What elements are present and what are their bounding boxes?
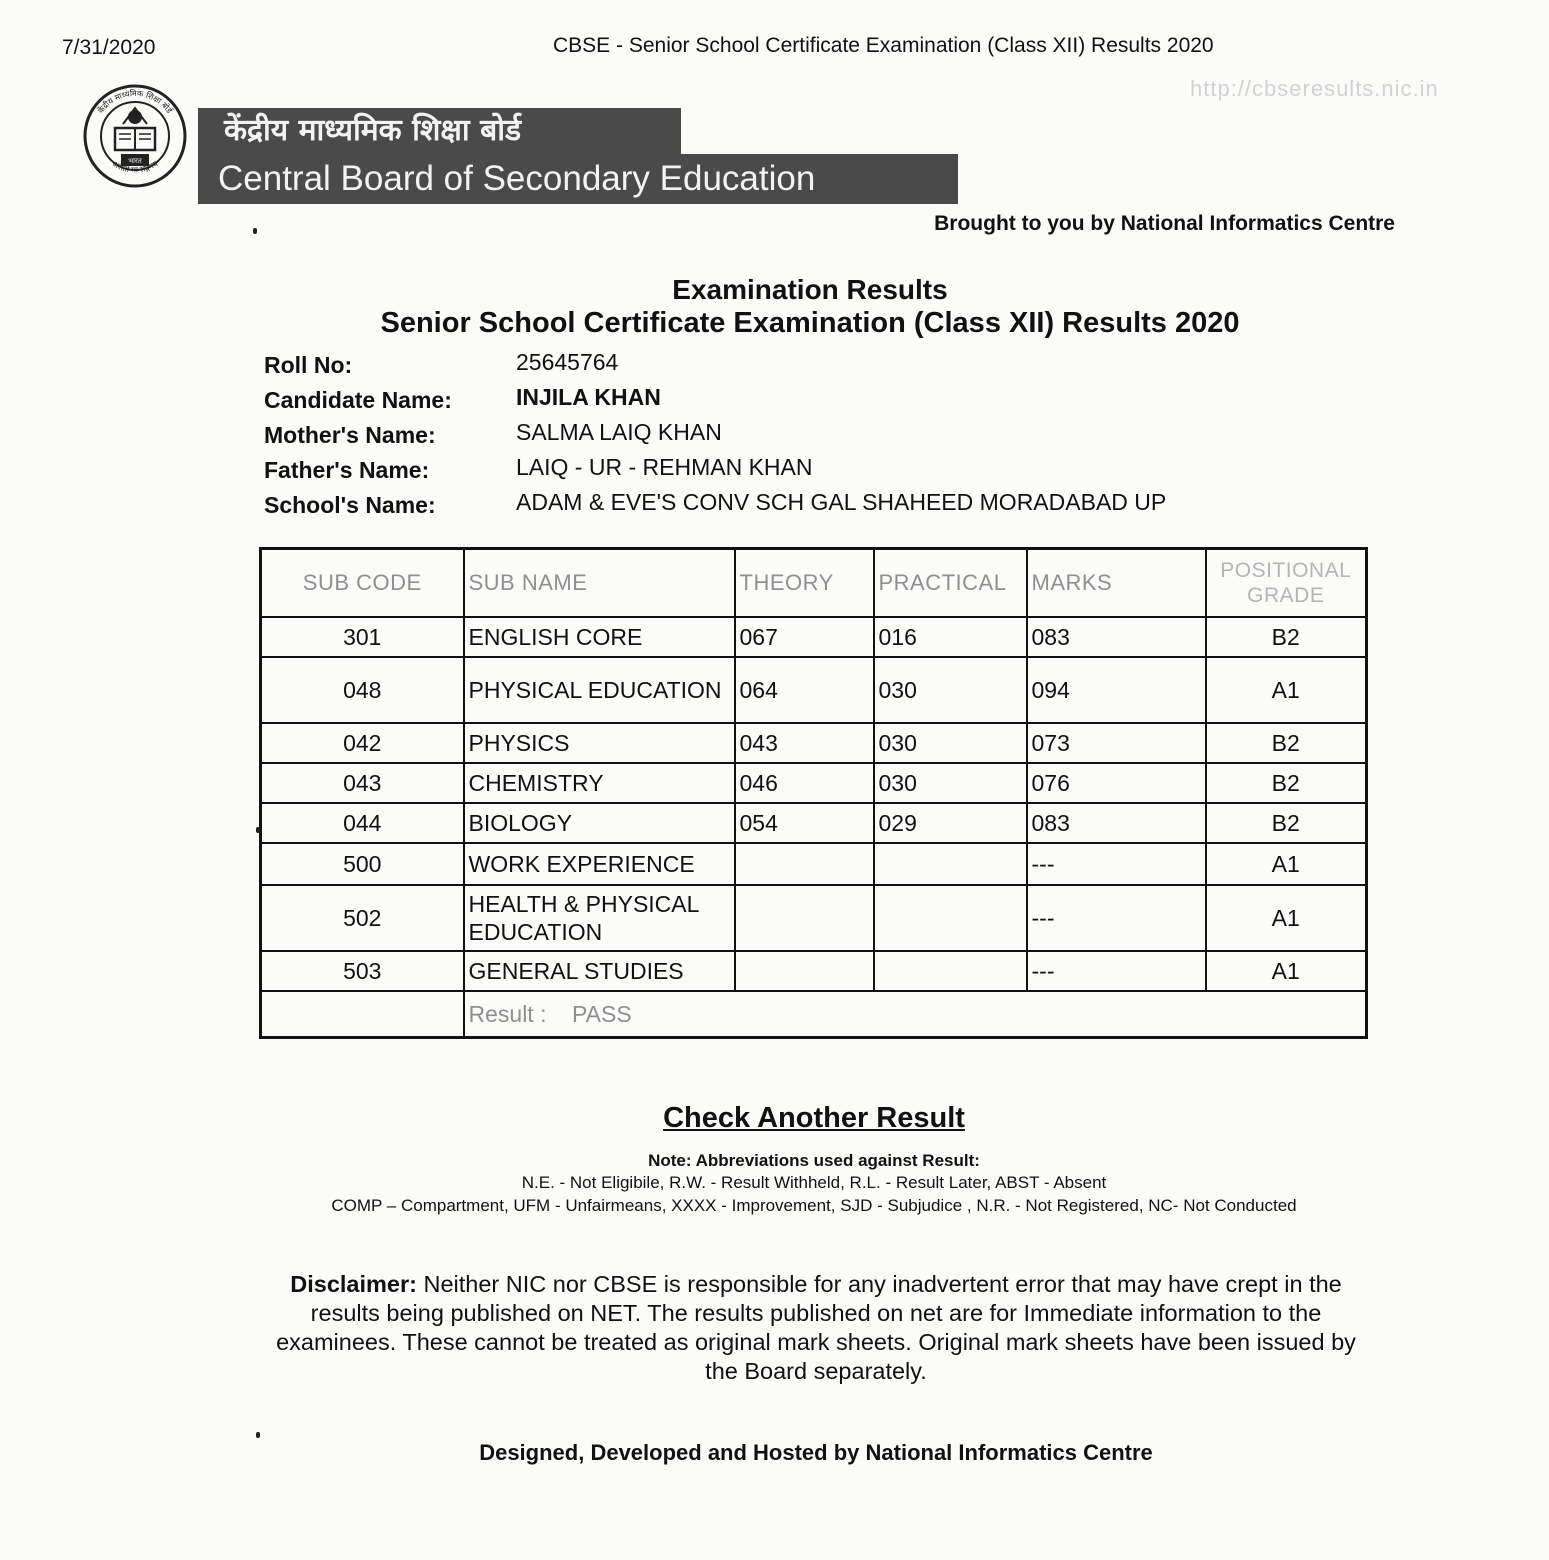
table-row	[261, 803, 1367, 843]
sub-code-cell: 048	[261, 657, 464, 723]
grade-cell: B2	[1206, 723, 1367, 763]
grade-cell: B2	[1206, 803, 1367, 843]
table-row	[261, 951, 1367, 991]
sub-code-cell: 043	[261, 763, 464, 803]
emblem-mid-text: भारत	[128, 157, 142, 165]
sub-code-cell: 502	[261, 885, 464, 951]
header-positional-grade: POSITIONAL GRADE	[1206, 549, 1367, 618]
disclaimer-label: Disclaimer:	[290, 1271, 417, 1297]
theory-cell: 067	[735, 617, 874, 657]
header-marks: MARKS	[1027, 549, 1206, 618]
note-line-1: N.E. - Not Eligibile, R.W. - Result Withheld, R.L. - Result Later, ABST - Absent	[521, 1173, 1107, 1192]
table-header-row	[261, 549, 1367, 618]
grade-cell: B2	[1206, 617, 1367, 657]
sub-name-cell: WORK EXPERIENCE	[464, 843, 735, 885]
note-title: Note: Abbreviations used against Result:	[648, 1151, 980, 1170]
sub-name-cell: CHEMISTRY	[464, 763, 735, 803]
emblem-bottom-text: असतो मा सद्गमय	[110, 159, 160, 175]
roll-label: Roll No:	[264, 352, 353, 378]
grade-cell: A1	[1206, 885, 1367, 951]
candidate-name-label: Candidate Name:	[264, 387, 452, 413]
theory-cell: 046	[735, 763, 874, 803]
sub-name-cell: PHYSICS	[464, 723, 735, 763]
sub-code-cell: 301	[261, 617, 464, 657]
marks-cell: ---	[1027, 885, 1206, 951]
scan-speck	[256, 827, 260, 833]
result-empty-cell	[261, 991, 464, 1038]
ssce-heading: Senior School Certificate Examination (Class XII) Results 2020	[380, 307, 1240, 339]
grade-cell: A1	[1206, 657, 1367, 723]
father-name-label: Father's Name:	[264, 457, 430, 483]
grade-cell: A1	[1206, 843, 1367, 885]
table-row	[261, 657, 1367, 723]
disclaimer-text: Neither NIC nor CBSE is responsible for any inadvertent error that may have crept in the results being published on NET. The results published on net are for Immediate information to the examinees. These cannot be treated as original mark sheets. Original mark sheets have been issued by the Board separately.	[276, 1271, 1356, 1384]
result-label: Result :	[468, 1001, 547, 1027]
header-practical: PRACTICAL	[874, 549, 1027, 618]
practical-cell: 016	[874, 617, 1027, 657]
sub-code-cell: 503	[261, 951, 464, 991]
banner-english-title: Central Board of Secondary Education	[198, 154, 958, 204]
note-line-2: COMP – Compartment, UFM - Unfairmeans, XXXX - Improvement, SJD - Subjudice , N.R. - Not Registered, NC- Not Conducted	[331, 1196, 1297, 1215]
grade-cell: B2	[1206, 763, 1367, 803]
table-row	[261, 617, 1367, 657]
exam-results-heading: Examination Results	[672, 274, 948, 305]
cbse-banner	[198, 108, 958, 204]
mother-name-value: SALMA LAIQ KHAN	[516, 419, 722, 445]
sub-name-cell: HEALTH & PHYSICAL EDUCATION	[464, 885, 735, 951]
scan-speck	[253, 228, 257, 234]
sub-name-cell: ENGLISH CORE	[464, 617, 735, 657]
emblem-top-text: केंद्रीय माध्यमिक शिक्षा बोर्ड	[96, 88, 174, 116]
sub-name-cell: BIOLOGY	[464, 803, 735, 843]
check-another-result-link[interactable]: Check Another Result	[663, 1102, 965, 1134]
banner-hindi-title: केंद्रीय माध्यमिक शिक्षा बोर्ड	[198, 108, 681, 154]
theory-cell: 043	[735, 723, 874, 763]
mother-name-label: Mother's Name:	[264, 422, 436, 448]
marks-cell: ---	[1027, 843, 1206, 885]
grade-cell: A1	[1206, 951, 1367, 991]
theory-cell: 054	[735, 803, 874, 843]
disclaimer	[272, 1270, 1360, 1386]
table-row	[261, 843, 1367, 885]
school-name-value: ADAM & EVE'S CONV SCH GAL SHAHEED MORADABAD UP	[516, 489, 1167, 515]
marks-cell: 073	[1027, 723, 1206, 763]
marks-cell: ---	[1027, 951, 1206, 991]
scan-speck	[256, 1432, 260, 1438]
sub-name-cell: PHYSICAL EDUCATION	[464, 657, 735, 723]
practical-cell: 030	[874, 723, 1027, 763]
table-row	[261, 723, 1367, 763]
sub-code-cell: 044	[261, 803, 464, 843]
result-cell	[464, 991, 1367, 1038]
cbse-emblem-logo	[82, 84, 188, 196]
practical-cell	[874, 885, 1027, 951]
roll-value: 25645764	[516, 349, 619, 375]
header-sub-name: SUB NAME	[464, 549, 735, 618]
marks-cell: 083	[1027, 803, 1206, 843]
practical-cell: 030	[874, 763, 1027, 803]
table-row	[261, 763, 1367, 803]
result-row	[261, 991, 1367, 1038]
sub-code-cell: 500	[261, 843, 464, 885]
results-table	[259, 547, 1368, 1039]
theory-cell	[735, 843, 874, 885]
brought-by-text: Brought to you by National Informatics Centre	[934, 212, 1395, 235]
father-name-value: LAIQ - UR - REHMAN KHAN	[516, 454, 813, 480]
print-page-title: CBSE - Senior School Certificate Examination (Class XII) Results 2020	[553, 34, 1214, 57]
sub-name-cell: GENERAL STUDIES	[464, 951, 735, 991]
theory-cell	[735, 885, 874, 951]
header-theory: THEORY	[735, 549, 874, 618]
school-name-label: School's Name:	[264, 492, 436, 518]
practical-cell	[874, 843, 1027, 885]
practical-cell: 030	[874, 657, 1027, 723]
marks-cell: 076	[1027, 763, 1206, 803]
practical-cell: 029	[874, 803, 1027, 843]
print-date: 7/31/2020	[62, 36, 156, 59]
footer-credit: Designed, Developed and Hosted by National Informatics Centre	[479, 1440, 1153, 1465]
header-sub-code: SUB CODE	[261, 549, 464, 618]
print-url: http://cbseresults.nic.in	[1190, 76, 1439, 101]
table-row	[261, 885, 1367, 951]
practical-cell	[874, 951, 1027, 991]
candidate-name-value: INJILA KHAN	[516, 384, 661, 410]
theory-cell: 064	[735, 657, 874, 723]
marks-cell: 094	[1027, 657, 1206, 723]
theory-cell	[735, 951, 874, 991]
result-value: PASS	[572, 1001, 632, 1027]
sub-code-cell: 042	[261, 723, 464, 763]
marks-cell: 083	[1027, 617, 1206, 657]
